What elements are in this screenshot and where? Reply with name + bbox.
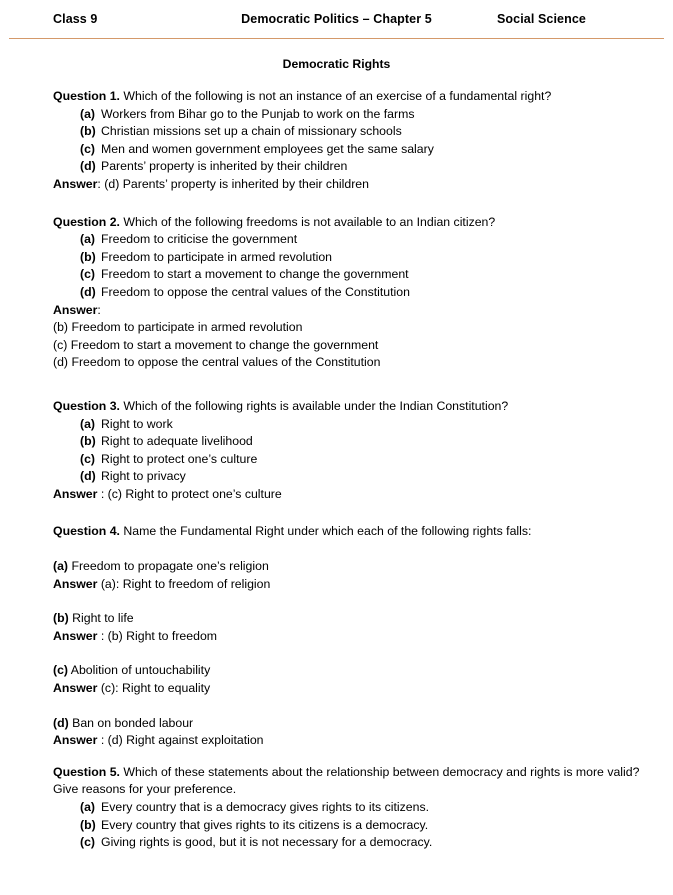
- question-4-prompt: [53, 523, 653, 541]
- option-item: [80, 106, 653, 124]
- option-label: (a): [80, 416, 96, 431]
- option-label: (a): [80, 106, 96, 121]
- subpart-answer: [53, 680, 653, 698]
- question-4-label: Question 4.: [53, 524, 120, 539]
- question-list: [53, 88, 653, 872]
- option-item: [80, 123, 653, 141]
- option-item: [80, 266, 653, 284]
- answer-text: (a): Right to freedom of religion: [97, 576, 271, 591]
- option-text: Every country that gives rights to its citizens is a democracy.: [101, 817, 429, 832]
- subpart-label: (a): [53, 559, 69, 574]
- option-text: Parents’ property is inherited by their children: [101, 159, 348, 174]
- question-2-answer-lines: [53, 319, 653, 372]
- option-label: (b): [80, 124, 96, 139]
- option-text: Freedom to oppose the central values of the Constitution: [101, 284, 410, 299]
- option-text: Right to protect one’s culture: [101, 451, 258, 466]
- page-title: Democratic Rights: [282, 57, 391, 71]
- option-label: (c): [80, 267, 96, 282]
- option-item: [80, 284, 653, 302]
- question-3-answer: [53, 486, 653, 504]
- option-text: Freedom to participate in armed revolution: [101, 249, 333, 264]
- option-label: (b): [80, 249, 96, 264]
- question-1-prompt: [53, 88, 653, 106]
- subpart-prompt: [53, 662, 653, 680]
- spacer: [53, 645, 653, 662]
- option-text: Right to privacy: [101, 469, 186, 484]
- question-3-label: Question 3.: [53, 398, 120, 413]
- question-1-label: Question 1.: [53, 89, 120, 103]
- subpart-text: Abolition of untouchability: [68, 663, 211, 678]
- option-text: Workers from Bihar go to the Punjab to work on the farms: [101, 106, 415, 121]
- answer-label: Answer: [53, 302, 98, 317]
- option-text: Christian missions set up a chain of missionary schools: [101, 124, 402, 139]
- header-class: Class 9: [53, 12, 98, 26]
- header-subject: Social Science: [497, 12, 586, 26]
- question-2-text: Which of the following freedoms is not available to an Indian citizen?: [119, 214, 496, 229]
- question-4-subpart-b: [53, 610, 653, 645]
- answer-label: Answer: [53, 576, 98, 591]
- option-text: Giving rights is good, but it is not necessary for a democracy.: [101, 835, 433, 850]
- question-2-label: Question 2.: [53, 214, 120, 229]
- question-4-subpart-c: [53, 662, 653, 697]
- answer-text: : (d) Right against exploitation: [97, 733, 264, 748]
- option-text: Every country that is a democracy gives rights to its citizens.: [101, 800, 430, 814]
- subpart-label: (b): [53, 611, 69, 626]
- option-item: [80, 158, 653, 176]
- spacer: [53, 593, 653, 610]
- option-item: [80, 416, 653, 434]
- subpart-text: Ban on bonded labour: [68, 715, 194, 730]
- subpart-answer: [53, 732, 653, 750]
- answer-label: Answer: [53, 733, 98, 748]
- question-2-answer: [53, 302, 653, 320]
- option-label: (a): [80, 800, 96, 814]
- question-3-prompt: [53, 398, 653, 416]
- answer-text: :: [97, 302, 101, 317]
- option-item: [80, 433, 653, 451]
- question-block-4: [53, 523, 653, 749]
- subpart-prompt: [53, 610, 653, 628]
- answer-label: Answer: [53, 486, 98, 501]
- option-text: Right to adequate livelihood: [101, 434, 253, 449]
- option-label: (b): [80, 817, 96, 832]
- question-4-text: Name the Fundamental Right under which each of the following rights falls:: [119, 524, 532, 539]
- option-text: Freedom to start a movement to change the government: [101, 267, 409, 282]
- question-3-text: Which of the following rights is available under the Indian Constitution?: [119, 398, 509, 413]
- answer-line: (b) Freedom to participate in armed revolution: [53, 320, 303, 335]
- question-4-subpart-a: [53, 558, 653, 593]
- question-5-text: Which of these statements about the relationship between democracy and rights is more valid? Give reasons for your preference.: [53, 764, 640, 797]
- subpart-label: (d): [53, 715, 69, 730]
- option-item: [80, 249, 653, 267]
- subpart-prompt: [53, 715, 653, 733]
- option-label: (b): [80, 434, 96, 449]
- option-label: (d): [80, 159, 96, 174]
- answer-text: : (d) Parents’ property is inherited by their children: [97, 176, 369, 191]
- subpart-answer: [53, 628, 653, 646]
- question-1-options: [53, 106, 653, 176]
- option-text: Right to work: [101, 416, 173, 431]
- header-divider: [9, 38, 664, 39]
- question-block-1: [53, 88, 653, 194]
- option-text: Men and women government employees get the same salary: [101, 141, 434, 156]
- option-item: [80, 451, 653, 469]
- option-label: (c): [80, 835, 96, 850]
- option-item: [80, 231, 653, 249]
- option-label: (d): [80, 284, 96, 299]
- answer-line: (d) Freedom to oppose the central values of the Constitution: [53, 355, 381, 370]
- option-label: (c): [80, 141, 96, 156]
- option-item: [80, 834, 653, 852]
- answer-label: Answer: [53, 628, 98, 643]
- question-1-answer: [53, 176, 653, 194]
- question-block-5: [53, 764, 653, 852]
- subpart-label: (c): [53, 663, 69, 678]
- question-1-text: Which of the following is not an instance of an exercise of a fundamental right?: [119, 89, 552, 103]
- answer-text: : (c) Right to protect one’s culture: [97, 486, 282, 501]
- option-text: Freedom to criticise the government: [101, 232, 298, 247]
- spacer: [53, 541, 653, 558]
- option-label: (a): [80, 232, 96, 247]
- question-5-prompt: [53, 764, 653, 799]
- subpart-prompt: [53, 558, 653, 576]
- question-5-options: [53, 799, 653, 852]
- option-label: (c): [80, 451, 96, 466]
- subpart-answer: [53, 576, 653, 594]
- option-item: [80, 468, 653, 486]
- answer-label: Answer: [53, 176, 98, 191]
- question-2-prompt: [53, 214, 653, 232]
- option-item: [80, 799, 653, 817]
- header-chapter: Democratic Politics – Chapter 5: [241, 12, 432, 26]
- answer-line: (c) Freedom to start a movement to change the government: [53, 337, 379, 352]
- option-label: (d): [80, 469, 96, 484]
- answer-text: (c): Right to equality: [97, 681, 211, 696]
- answer-text: : (b) Right to freedom: [97, 628, 218, 643]
- answer-label: Answer: [53, 681, 98, 696]
- subpart-text: Right to life: [68, 611, 134, 626]
- option-item: [80, 141, 653, 159]
- question-block-3: [53, 398, 653, 504]
- question-2-options: [53, 231, 653, 301]
- question-block-2: [53, 214, 653, 372]
- option-item: [80, 817, 653, 835]
- question-5-label: Question 5.: [53, 764, 120, 779]
- page-header: [0, 11, 673, 33]
- subpart-text: Freedom to propagate one’s religion: [68, 559, 269, 574]
- question-4-subpart-d: [53, 715, 653, 750]
- question-3-options: [53, 416, 653, 486]
- spacer: [53, 698, 653, 715]
